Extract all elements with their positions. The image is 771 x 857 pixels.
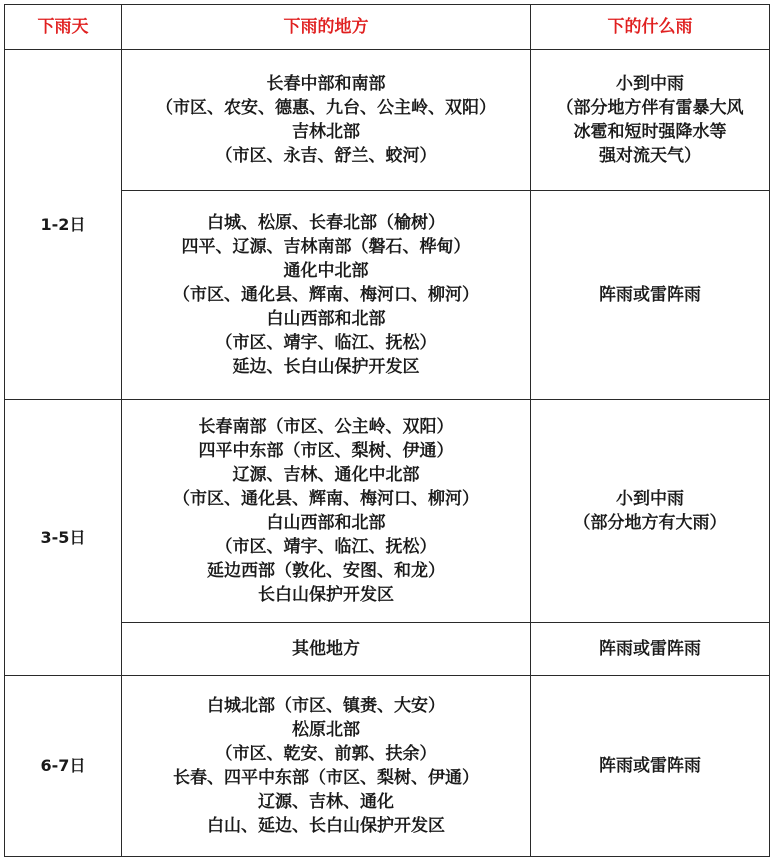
- places-cell: [122, 676, 531, 857]
- rain-type-cell: [531, 50, 770, 191]
- rain-type-cell: [531, 400, 770, 623]
- header-places: 下雨的地方: [122, 5, 531, 50]
- place-line: 白山西部和北部: [266, 309, 386, 329]
- place-line: （市区、靖宇、临江、抚松）: [215, 333, 437, 353]
- place-line: 四平、辽源、吉林南部（磐石、桦甸）: [181, 237, 471, 257]
- rain-type-line: 阵雨或雷阵雨: [599, 285, 701, 305]
- place-line: （市区、靖宇、临江、抚松）: [215, 537, 437, 557]
- rain-type-line: 小到中雨: [616, 74, 684, 94]
- places-cell: [122, 400, 531, 623]
- day-cell: 1-2日: [5, 50, 122, 400]
- place-line: （市区、永吉、舒兰、蛟河）: [215, 146, 437, 166]
- place-line: （市区、农安、德惠、九台、公主岭、双阳）: [156, 98, 496, 118]
- place-line: 白山、延边、长白山保护开发区: [207, 816, 445, 836]
- place-line: 延边西部（敦化、安图、和龙）: [207, 561, 445, 581]
- place-line: 吉林北部: [292, 122, 360, 142]
- weather-table: [4, 4, 770, 857]
- rain-type-line: 阵雨或雷阵雨: [599, 639, 701, 659]
- place-line: （市区、通化县、辉南、梅河口、柳河）: [173, 285, 479, 305]
- place-line: 松原北部: [292, 720, 360, 740]
- rain-type-line: 冰雹和短时强降水等: [573, 122, 727, 142]
- rain-type-line: （部分地方伴有雷暴大风: [556, 98, 744, 118]
- place-line: （市区、通化县、辉南、梅河口、柳河）: [173, 489, 479, 509]
- places-cell: [122, 50, 531, 191]
- place-line: 长春中部和南部: [266, 74, 386, 94]
- place-line: 辽源、吉林、通化: [258, 792, 394, 812]
- rain-type-cell: [531, 191, 770, 400]
- rain-type-line: 小到中雨: [616, 489, 684, 509]
- table-row: [5, 50, 770, 191]
- place-line: 辽源、吉林、通化中北部: [232, 465, 420, 485]
- place-line: 白山西部和北部: [266, 513, 386, 533]
- rain-type-line: （部分地方有大雨）: [573, 513, 727, 533]
- header-days: 下雨天: [5, 5, 122, 50]
- header-row: [5, 5, 770, 50]
- rain-type-line: 强对流天气）: [599, 146, 701, 166]
- place-line: 四平中东部（市区、梨树、伊通）: [198, 441, 454, 461]
- place-line: 长春南部（市区、公主岭、双阳）: [198, 417, 454, 437]
- rain-type-cell: [531, 676, 770, 857]
- place-line: 白城、松原、长春北部（榆树）: [207, 213, 445, 233]
- day-cell: 6-7日: [5, 676, 122, 857]
- places-cell: [122, 191, 531, 400]
- place-line: 白城北部（市区、镇赉、大安）: [207, 696, 445, 716]
- place-line: 长春、四平中东部（市区、梨树、伊通）: [173, 768, 479, 788]
- day-cell: 3-5日: [5, 400, 122, 676]
- place-line: 长白山保护开发区: [258, 585, 394, 605]
- header-type: 下的什么雨: [531, 5, 770, 50]
- place-line: 通化中北部: [283, 261, 369, 281]
- place-line: （市区、乾安、前郭、扶余）: [215, 744, 437, 764]
- places-cell: [122, 623, 531, 676]
- place-line: 其他地方: [292, 639, 360, 659]
- table-row: [5, 400, 770, 623]
- rain-type-cell: [531, 623, 770, 676]
- table-row: [5, 676, 770, 857]
- place-line: 延边、长白山保护开发区: [232, 357, 420, 377]
- rain-type-line: 阵雨或雷阵雨: [599, 756, 701, 776]
